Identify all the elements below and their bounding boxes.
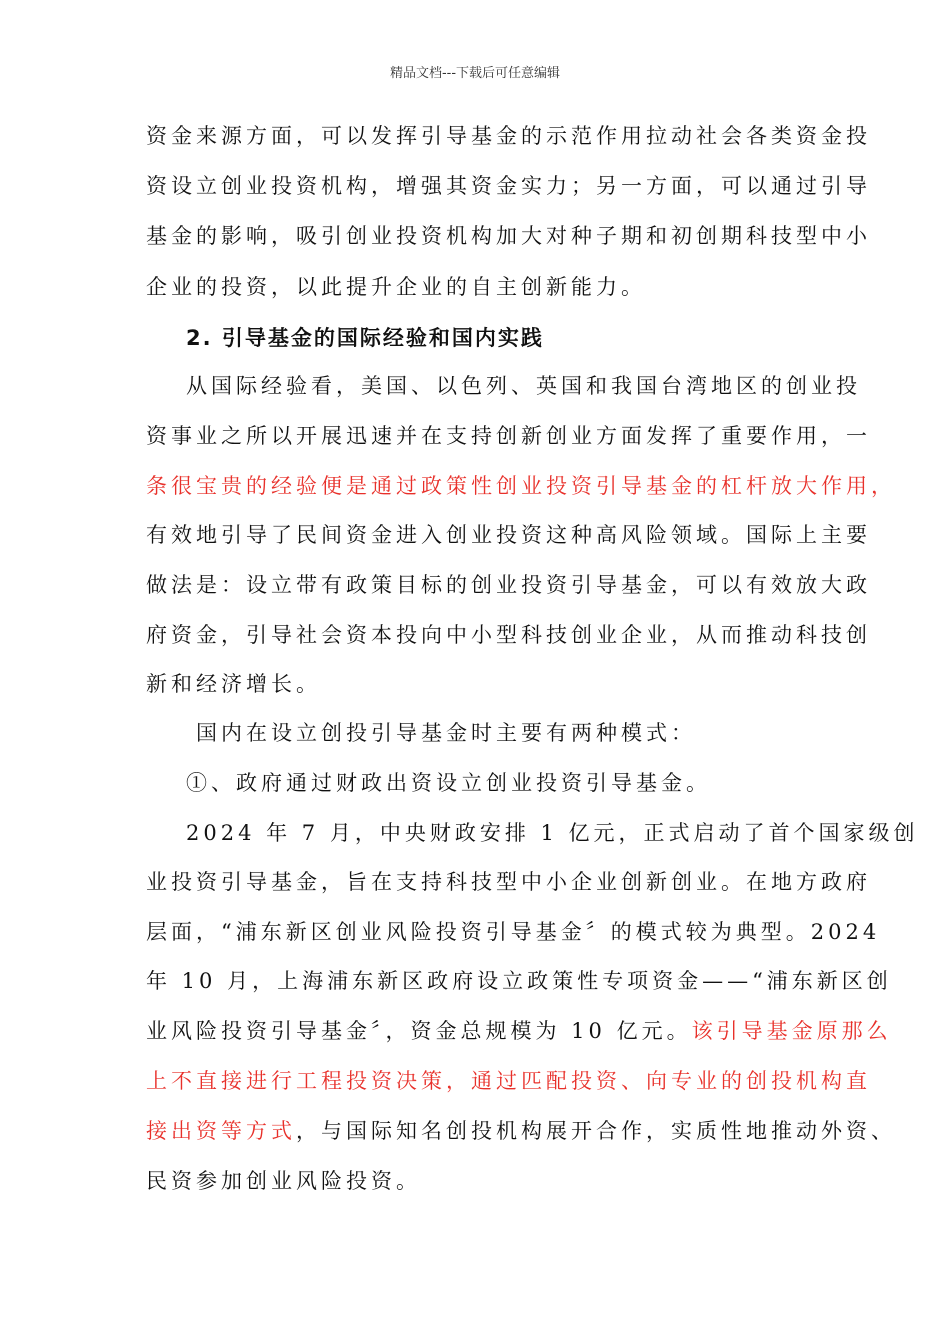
- text-segment: 业风险投资引导基金〞，资金总规模为 10 亿元。: [146, 1019, 692, 1043]
- text-segment: 2. 引导基金的国际经验和国内实践: [186, 326, 544, 350]
- paragraph-line: [146, 520, 871, 550]
- highlighted-text: 该引导基金原那么: [691, 1019, 892, 1043]
- text-segment: 国内在设立创投引导基金时主要有两种模式：: [196, 721, 696, 745]
- paragraph-line: [196, 718, 696, 748]
- paragraph-line: [186, 371, 861, 401]
- text-segment: 年 10 月，上海浦东新区政府设立政策性专项资金——“浦东新区创: [146, 969, 892, 993]
- paragraph-line: [146, 471, 896, 501]
- paragraph-line: [186, 818, 919, 848]
- paragraph-line: [146, 917, 880, 947]
- text-segment: 府资金，引导社会资本投向中小型科技创业企业，从而推动科技创: [146, 623, 871, 647]
- paragraph-line: [146, 272, 646, 302]
- text-segment: 做法是：设立带有政策目标的创业投资引导基金，可以有效放大政: [146, 573, 871, 597]
- paragraph-line: [146, 171, 871, 201]
- text-segment: 新和经济增长。: [146, 672, 321, 696]
- text-segment: 资金来源方面，可以发挥引导基金的示范作用拉动社会各类资金投: [146, 124, 871, 148]
- paragraph-line: [146, 1166, 421, 1196]
- paragraph-line: [146, 867, 871, 897]
- paragraph-line: [146, 620, 871, 650]
- text-segment: 有效地引导了民间资金进入创业投资这种高风险领域。国际上主要: [146, 523, 871, 547]
- text-segment: 民资参加创业风险投资。: [146, 1169, 421, 1193]
- highlighted-text: 接出资等方式: [146, 1119, 296, 1143]
- text-segment: 从国际经验看，美国、以色列、英国和我国台湾地区的创业投: [186, 374, 861, 398]
- paragraph-line: [146, 966, 892, 996]
- text-segment: 业投资引导基金，旨在支持科技型中小企业创新创业。在地方政府: [146, 870, 871, 894]
- paragraph-line: [146, 1066, 871, 1096]
- paragraph-line: [146, 221, 871, 251]
- text-segment: 资设立创业投资机构，增强其资金实力；另一方面，可以通过引导: [146, 174, 871, 198]
- paragraph-line: [146, 121, 871, 151]
- text-segment: 资事业之所以开展迅速并在支持创新创业方面发挥了重要作用，一: [146, 424, 871, 448]
- text-segment: 基金的影响，吸引创业投资机构加大对种子期和初创期科技型中小: [146, 224, 871, 248]
- paragraph-line: [146, 669, 321, 699]
- text-segment: 企业的投资，以此提升企业的自主创新能力。: [146, 275, 646, 299]
- paragraph-line: [146, 1116, 896, 1146]
- section-heading: [186, 323, 544, 353]
- text-segment: ①、政府通过财政出资设立创业投资引导基金。: [186, 771, 711, 795]
- paragraph-line: [146, 570, 871, 600]
- text-segment: 2024 年 7 月，中央财政安排 1 亿元，正式启动了首个国家级创: [186, 821, 919, 845]
- paragraph-line: [146, 421, 871, 451]
- highlighted-text: 上不直接进行工程投资决策，通过匹配投资、向专业的创投机构直: [146, 1069, 871, 1093]
- highlighted-text: 条很宝贵的经验便是通过政策性创业投资引导基金的杠杆放大作用，: [146, 474, 896, 498]
- text-segment: ，与国际知名创投机构展开合作，实质性地推动外资、: [296, 1119, 896, 1143]
- paragraph-line: [186, 768, 711, 798]
- paragraph-line: [146, 1016, 892, 1046]
- page-header: 精品文档---下载后可任意编辑: [389, 66, 561, 81]
- text-segment: 层面，“浦东新区创业风险投资引导基金〞的模式较为典型。2024: [146, 920, 881, 944]
